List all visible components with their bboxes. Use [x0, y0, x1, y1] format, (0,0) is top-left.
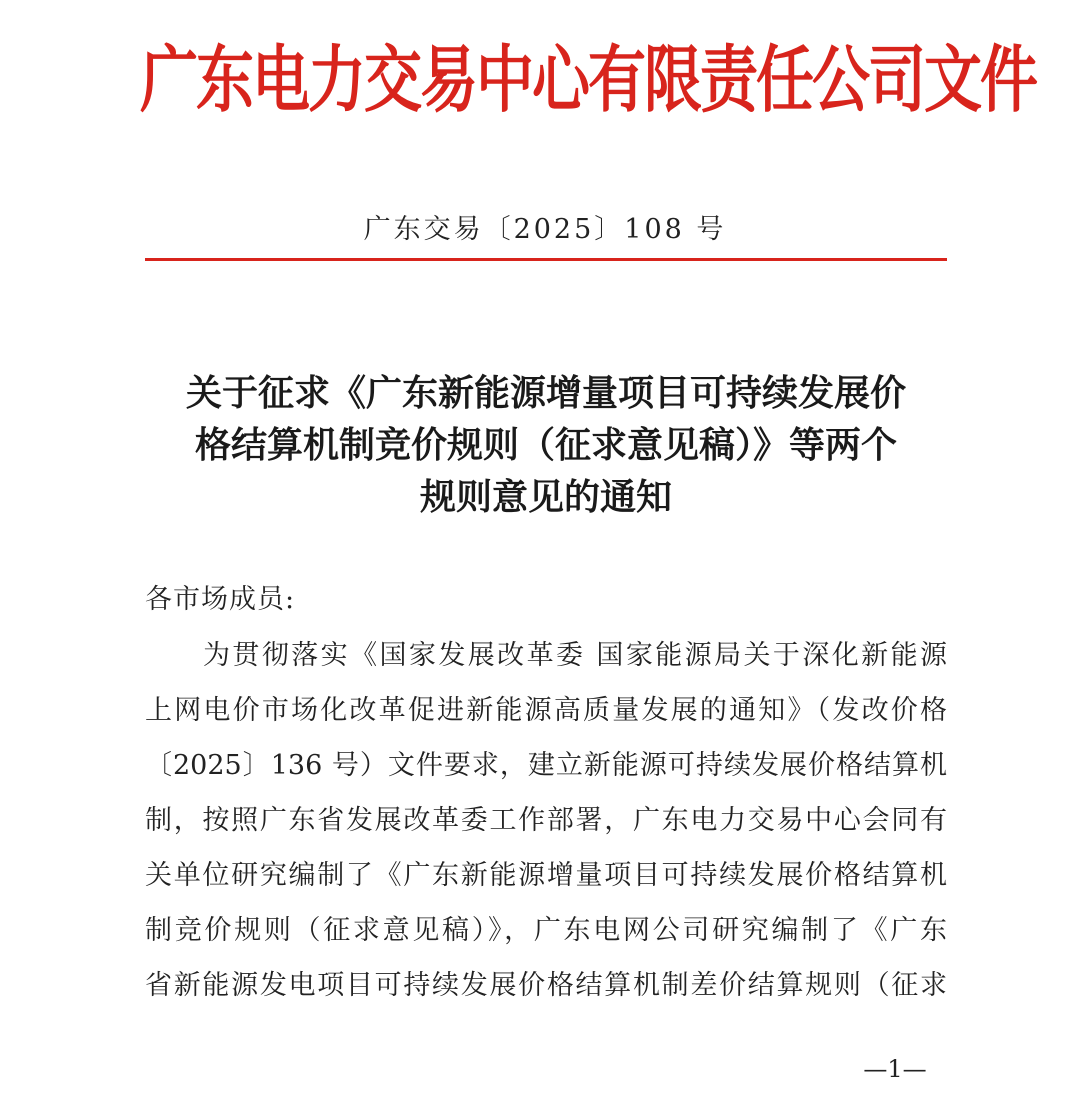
red-divider-line	[145, 258, 947, 261]
body-line: 关单位研究编制了《广东新能源增量项目可持续发展价格结算机	[145, 860, 947, 891]
body-line: 制，按照广东省发展改革委工作部署，广东电力交易中心会同有	[145, 805, 947, 836]
title-line: 格结算机制竞价规则（征求意见稿）》等两个	[194, 424, 897, 466]
body-line: 为贯彻落实《国家发展改革委 国家能源局关于深化新能源	[203, 640, 947, 671]
body-line: 〔2025〕136 号）文件要求，建立新能源可持续发展价格结算机	[145, 750, 947, 781]
body-line: 上网电价市场化改革促进新能源高质量发展的通知》（发改价格	[145, 695, 947, 726]
salutation: 各市场成员:	[145, 584, 296, 615]
body-line: 省新能源发电项目可持续发展价格结算机制差价结算规则（征求	[145, 970, 947, 1001]
body-paragraph	[145, 628, 947, 1013]
document-title	[145, 367, 947, 523]
letterhead-title: 广东电力交易中心有限责任公司文件	[140, 37, 1037, 123]
document-number: 广东交易〔2025〕108 号	[363, 214, 727, 245]
title-line: 规则意见的通知	[419, 476, 672, 518]
body-line: 制竞价规则（征求意见稿）》，广东电网公司研究编制了《广东	[145, 915, 947, 946]
page-number: —1—	[863, 1055, 927, 1083]
title-line: 关于征求《广东新能源增量项目可持续发展价	[185, 372, 906, 414]
